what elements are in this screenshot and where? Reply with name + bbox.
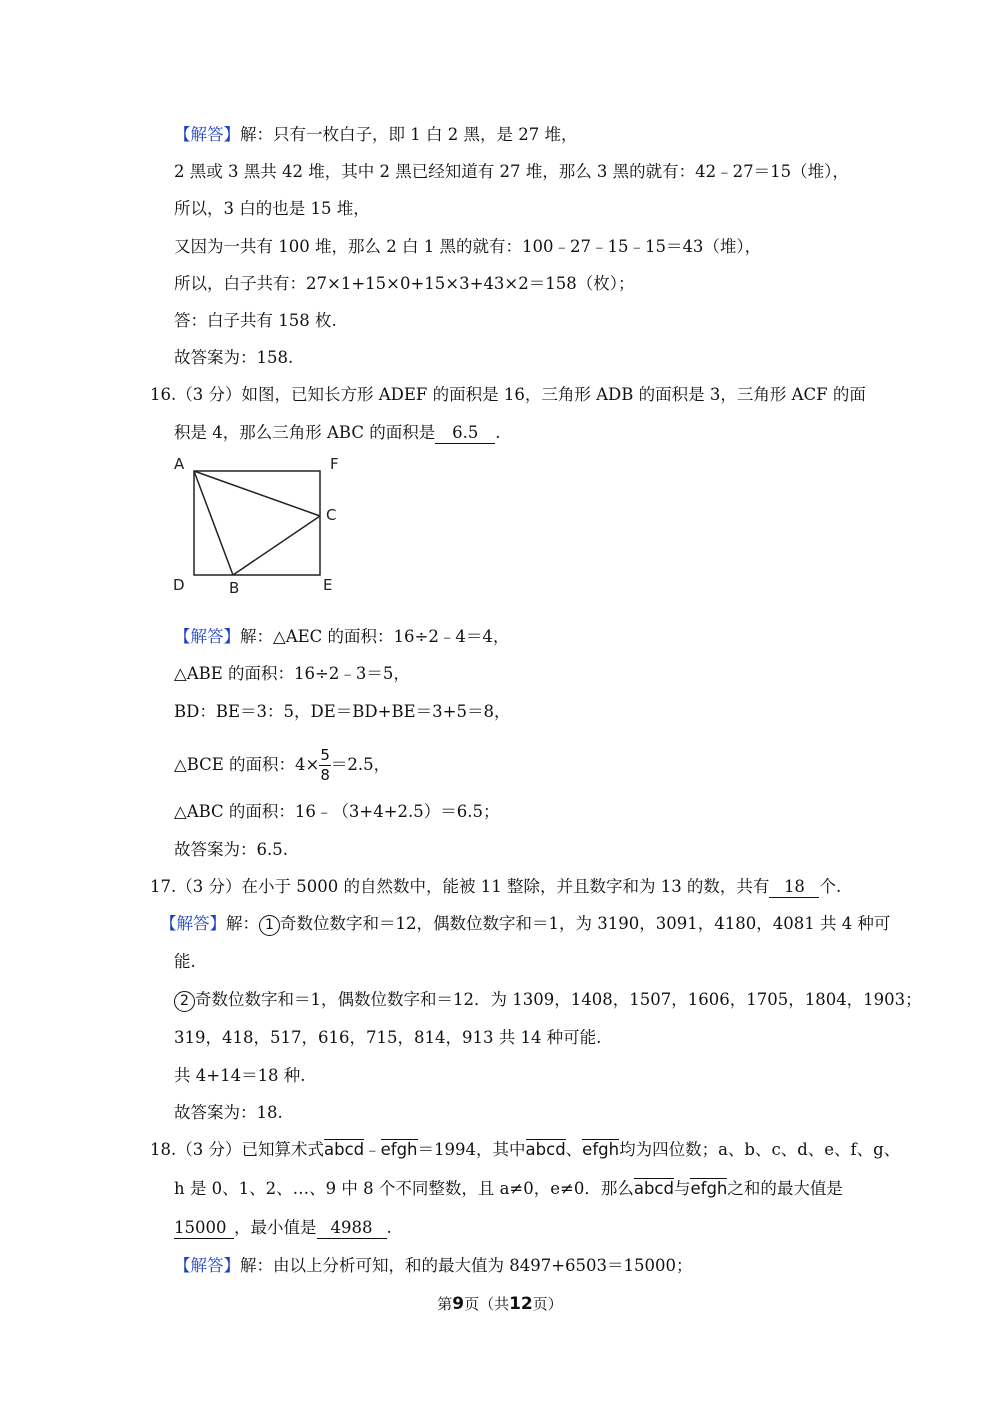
sol16-line6: 故答案为：6.5.	[174, 840, 288, 859]
sol18-line1: 【解答】解：由以上分析可知，和的最大值为 8497+6503＝15000；	[174, 1256, 693, 1275]
q16-line2: 积是 4，那么三角形 ABC 的面积是 6.5 .	[174, 423, 501, 442]
label-a: A	[174, 455, 185, 473]
fraction: $\frac{5}{8}$	[320, 746, 330, 784]
rectangle-figure	[170, 450, 370, 600]
sol16-line3: BD：BE＝3：5，DE＝BD+BE＝3+5＝8，	[174, 702, 511, 721]
sol16-line1: 【解答】解：△AEC 的面积：16÷2﹣4＝4，	[174, 627, 510, 646]
q18-answer-max: 15000	[174, 1218, 234, 1239]
q17-line1: 17.（3 分）在小于 5000 的自然数中，能被 11 整除，并且数字和为 13 的数，共有 18 个.	[150, 877, 842, 896]
page-number: 9	[452, 1294, 465, 1314]
segment-bc	[233, 516, 320, 575]
answer-tag: 【解答】	[174, 125, 240, 144]
sol17-line2: 能.	[174, 952, 196, 971]
segment-ac	[194, 471, 320, 516]
label-f: F	[330, 455, 339, 473]
segment-ab	[194, 471, 233, 575]
sol15-line6: 答：白子共有 158 枚.	[174, 311, 337, 330]
label-c: C	[326, 506, 337, 524]
q18-line3: 15000 ，最小值是 4988 .	[174, 1218, 392, 1237]
q16-line1: 16.（3 分）如图，已知长方形 ADEF 的面积是 16，三角形 ADB 的面积是 3，三角形 ACF 的面	[150, 385, 866, 404]
label-e: E	[323, 576, 333, 594]
sol16-line5: △ABC 的面积：16﹣（3+4+2.5）＝6.5；	[174, 802, 500, 821]
sol15-line7: 故答案为：158.	[174, 348, 294, 367]
circled-number-1: 1	[259, 915, 280, 936]
label-b: B	[229, 579, 240, 597]
sol15-line2: 2 黑或 3 黑共 42 堆，其中 2 黑已经知道有 27 堆，那么 3 黑的就有：42﹣27＝15（堆），	[174, 162, 849, 181]
q18-line1: 18.（3 分）已知算术式abcd﹣efgh＝1994，其中abcd、efgh均为四位数；a、b、c、d、e、f、g、	[150, 1140, 901, 1159]
sol15-line4: 又因为一共有 100 堆，那么 2 白 1 黑的就有：100﹣27﹣15﹣15＝43（堆），	[174, 237, 762, 256]
label-d: D	[173, 576, 185, 594]
page-footer: 第9页（共12页）	[437, 1294, 563, 1314]
sol15-line1: 【解答】解：只有一枚白子，即 1 白 2 黑，是 27 堆，	[174, 125, 578, 144]
sol17-line6: 故答案为：18.	[174, 1103, 283, 1122]
circled-number-2: 2	[174, 991, 195, 1012]
overline-abcd: abcd	[323, 1140, 365, 1159]
q16-answer: 6.5	[435, 423, 495, 444]
sol17-line1: 【解答】解： 1 奇数位数字和＝12，偶数位数字和＝1，为 3190，3091，4180，4081 共 4 种可	[160, 912, 890, 936]
sol15-line3: 所以，3 白的也是 15 堆，	[174, 199, 370, 218]
sol17-line5: 共 4+14＝18 种.	[174, 1066, 306, 1085]
sol16-line2: △ABE 的面积：16÷2﹣3＝5，	[174, 664, 410, 683]
q17-answer: 18	[769, 877, 819, 898]
sol16-line4: △BCE 的面积：4× $\frac{5}{8}$ ＝2.5，	[174, 746, 391, 784]
sol17-line4: 319，418，517，616，715，814，913 共 14 种可能.	[174, 1028, 602, 1047]
q18-line2: h 是 0、1、2、…、9 中 8 个不同整数，且 a≠0，e≠0．那么abcd与efgh之和的最大值是	[174, 1179, 843, 1198]
q18-answer-min: 4988	[317, 1218, 387, 1239]
page-total: 12	[509, 1294, 533, 1314]
overline-efgh: efgh	[380, 1140, 418, 1159]
sol17-line3: 2 奇数位数字和＝1，偶数位数字和＝12．为 1309，1408，1507，1606，1705，1804，1903；	[174, 988, 922, 1012]
sol15-line5: 所以，白子共有：27×1+15×0+15×3+43×2＝158（枚）；	[174, 274, 635, 293]
